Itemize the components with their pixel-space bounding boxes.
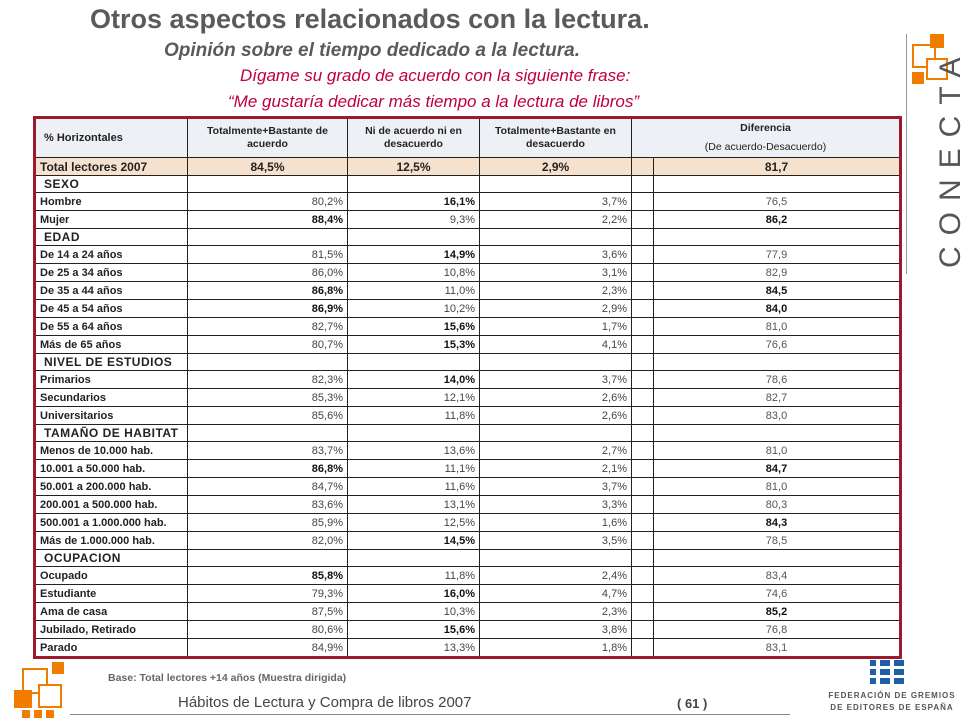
cell-diff: 81,0	[654, 318, 901, 336]
section-empty-cell	[348, 176, 480, 193]
section-title: OCUPACION	[35, 550, 188, 567]
row-label: 500.001 a 1.000.000 hab.	[35, 514, 188, 532]
footer-square-icon	[38, 684, 62, 708]
cell-neutral: 14,0%	[348, 371, 480, 389]
table-row	[35, 532, 901, 550]
section-empty-cell	[188, 176, 348, 193]
cell-diff: 84,0	[654, 300, 901, 318]
page-subtitle: Opinión sobre el tiempo dedicado a la lectura.	[164, 40, 580, 61]
cell-agree: 85,9%	[188, 514, 348, 532]
section-empty-cell	[480, 176, 632, 193]
cell-disagree: 2,9%	[480, 300, 632, 318]
cell-spacer	[632, 389, 654, 407]
cell-disagree: 4,7%	[480, 585, 632, 603]
cell-diff: 80,3	[654, 496, 901, 514]
brand-square-icon	[912, 72, 924, 84]
header-horizontal: % Horizontales	[35, 118, 188, 158]
cell-disagree: 2,3%	[480, 603, 632, 621]
cell-spacer	[632, 603, 654, 621]
cell-disagree: 3,3%	[480, 496, 632, 514]
footer-square-icon	[46, 710, 54, 718]
section-empty-cell	[632, 550, 654, 567]
table-row	[35, 371, 901, 389]
cell-disagree: 4,1%	[480, 336, 632, 354]
row-label: Estudiante	[35, 585, 188, 603]
cell-diff: 83,0	[654, 407, 901, 425]
cell-disagree: 3,7%	[480, 478, 632, 496]
section-empty-cell	[480, 425, 632, 442]
federation-logo-icon	[870, 660, 904, 688]
cell-disagree: 3,7%	[480, 193, 632, 211]
cell-agree: 86,0%	[188, 264, 348, 282]
section-empty-cell	[188, 354, 348, 371]
section-empty-cell	[632, 425, 654, 442]
cell-disagree: 3,5%	[480, 532, 632, 550]
cell-spacer	[632, 193, 654, 211]
cell-disagree: 3,6%	[480, 246, 632, 264]
section-empty-cell	[654, 176, 901, 193]
cell-neutral: 13,6%	[348, 442, 480, 460]
row-label: De 55 a 64 años	[35, 318, 188, 336]
cell-diff: 76,5	[654, 193, 901, 211]
cell-neutral: 15,3%	[348, 336, 480, 354]
cell-agree: 86,8%	[188, 282, 348, 300]
cell-spacer	[632, 514, 654, 532]
cell-diff: 81,0	[654, 478, 901, 496]
section-header-row	[35, 229, 901, 246]
cell-disagree: 2,4%	[480, 567, 632, 585]
cell-agree: 82,7%	[188, 318, 348, 336]
cell-agree: 85,6%	[188, 407, 348, 425]
cell-diff: 76,6	[654, 336, 901, 354]
cell-agree: 86,9%	[188, 300, 348, 318]
cell-spacer	[632, 567, 654, 585]
cell-disagree: 1,8%	[480, 639, 632, 658]
cell-agree: 83,7%	[188, 442, 348, 460]
table-row	[35, 567, 901, 585]
row-label: Más de 1.000.000 hab.	[35, 532, 188, 550]
row-label: 200.001 a 500.000 hab.	[35, 496, 188, 514]
cell-diff: 82,9	[654, 264, 901, 282]
section-empty-cell	[348, 354, 480, 371]
table-row	[35, 282, 901, 300]
section-empty-cell	[632, 176, 654, 193]
cell-agree: 84,9%	[188, 639, 348, 658]
cell-spacer	[632, 246, 654, 264]
total-label: Total lectores 2007	[35, 158, 188, 176]
cell-neutral: 12,1%	[348, 389, 480, 407]
section-empty-cell	[480, 229, 632, 246]
cell-disagree: 2,6%	[480, 407, 632, 425]
cell-neutral: 14,5%	[348, 532, 480, 550]
header-agree: Totalmente+Bastante de acuerdo	[188, 118, 348, 158]
report-title: Hábitos de Lectura y Compra de libros 2007	[178, 694, 472, 711]
section-header-row	[35, 176, 901, 193]
brand-divider	[906, 34, 907, 274]
footer-square-icon	[34, 710, 42, 718]
table-row	[35, 211, 901, 229]
section-empty-cell	[188, 425, 348, 442]
cell-diff: 78,5	[654, 532, 901, 550]
header-neutral: Ni de acuerdo ni en desacuerdo	[348, 118, 480, 158]
cell-neutral: 10,2%	[348, 300, 480, 318]
section-empty-cell	[480, 354, 632, 371]
results-table	[33, 116, 902, 659]
row-label: 50.001 a 200.000 hab.	[35, 478, 188, 496]
cell-neutral: 16,0%	[348, 585, 480, 603]
cell-agree: 83,6%	[188, 496, 348, 514]
cell-disagree: 3,7%	[480, 371, 632, 389]
cell-neutral: 15,6%	[348, 621, 480, 639]
cell-spacer	[632, 585, 654, 603]
row-label: Hombre	[35, 193, 188, 211]
cell-agree: 80,2%	[188, 193, 348, 211]
cell-diff: 84,7	[654, 460, 901, 478]
cell-agree: 82,3%	[188, 371, 348, 389]
table-row	[35, 336, 901, 354]
header-difference-sub: (De acuerdo-Desacuerdo)	[704, 141, 827, 153]
cell-disagree: 3,8%	[480, 621, 632, 639]
row-label: De 14 a 24 años	[35, 246, 188, 264]
cell-neutral: 10,3%	[348, 603, 480, 621]
cell-agree: 84,7%	[188, 478, 348, 496]
section-empty-cell	[188, 550, 348, 567]
cell-diff: 86,2	[654, 211, 901, 229]
total-row	[35, 158, 901, 176]
row-label: Jubilado, Retirado	[35, 621, 188, 639]
cell-spacer	[632, 211, 654, 229]
cell-agree: 81,5%	[188, 246, 348, 264]
total-diff: 81,7	[654, 158, 901, 176]
cell-neutral: 9,3%	[348, 211, 480, 229]
table-row	[35, 246, 901, 264]
cell-disagree: 2,7%	[480, 442, 632, 460]
table-row	[35, 300, 901, 318]
cell-disagree: 2,2%	[480, 211, 632, 229]
cell-agree: 79,3%	[188, 585, 348, 603]
cell-spacer	[632, 532, 654, 550]
section-empty-cell	[188, 229, 348, 246]
cell-spacer	[632, 336, 654, 354]
cell-disagree: 2,3%	[480, 282, 632, 300]
cell-agree: 82,0%	[188, 532, 348, 550]
cell-spacer	[632, 264, 654, 282]
section-empty-cell	[632, 354, 654, 371]
section-empty-cell	[654, 229, 901, 246]
cell-spacer	[632, 621, 654, 639]
footer-square-icon	[52, 662, 64, 674]
cell-neutral: 13,1%	[348, 496, 480, 514]
cell-diff: 83,4	[654, 567, 901, 585]
cell-diff: 81,0	[654, 442, 901, 460]
cell-neutral: 11,8%	[348, 567, 480, 585]
footer-square-icon	[22, 710, 30, 718]
section-title: EDAD	[35, 229, 188, 246]
section-empty-cell	[480, 550, 632, 567]
cell-diff: 82,7	[654, 389, 901, 407]
cell-agree: 87,5%	[188, 603, 348, 621]
cell-diff: 76,8	[654, 621, 901, 639]
section-empty-cell	[348, 229, 480, 246]
table-row	[35, 496, 901, 514]
cell-diff: 83,1	[654, 639, 901, 658]
cell-neutral: 11,8%	[348, 407, 480, 425]
cell-spacer	[632, 407, 654, 425]
row-label: De 25 a 34 años	[35, 264, 188, 282]
cell-agree: 86,8%	[188, 460, 348, 478]
section-header-row	[35, 354, 901, 371]
cell-neutral: 16,1%	[348, 193, 480, 211]
total-spacer	[632, 158, 654, 176]
section-empty-cell	[654, 354, 901, 371]
cell-disagree: 1,7%	[480, 318, 632, 336]
cell-spacer	[632, 442, 654, 460]
section-empty-cell	[654, 550, 901, 567]
survey-quote: “Me gustaría dedicar más tiempo a la lectura de libros”	[228, 92, 640, 111]
survey-question: Dígame su grado de acuerdo con la siguiente frase:	[240, 66, 631, 85]
cell-diff: 78,6	[654, 371, 901, 389]
table-row	[35, 407, 901, 425]
brand-logo-text: CONECTA	[934, 46, 967, 268]
table-row	[35, 478, 901, 496]
table-row	[35, 318, 901, 336]
header-disagree: Totalmente+Bastante en desacuerdo	[480, 118, 632, 158]
cell-diff: 74,6	[654, 585, 901, 603]
table-header-row	[35, 118, 901, 158]
cell-neutral: 11,1%	[348, 460, 480, 478]
cell-diff: 84,3	[654, 514, 901, 532]
row-label: Mujer	[35, 211, 188, 229]
table-row	[35, 639, 901, 658]
table-row	[35, 193, 901, 211]
cell-agree: 85,8%	[188, 567, 348, 585]
cell-neutral: 13,3%	[348, 639, 480, 658]
cell-neutral: 14,9%	[348, 246, 480, 264]
cell-spacer	[632, 639, 654, 658]
row-label: De 45 a 54 años	[35, 300, 188, 318]
cell-neutral: 15,6%	[348, 318, 480, 336]
page-number: ( 61 )	[677, 696, 708, 711]
cell-spacer	[632, 300, 654, 318]
row-label: Ocupado	[35, 567, 188, 585]
cell-neutral: 10,8%	[348, 264, 480, 282]
row-label: Menos de 10.000 hab.	[35, 442, 188, 460]
cell-spacer	[632, 460, 654, 478]
table-row	[35, 264, 901, 282]
header-difference-label: Diferencia	[740, 122, 791, 134]
table-row	[35, 389, 901, 407]
table-row	[35, 460, 901, 478]
row-label: 10.001 a 50.000 hab.	[35, 460, 188, 478]
row-label: Primarios	[35, 371, 188, 389]
row-label: De 35 a 44 años	[35, 282, 188, 300]
section-header-row	[35, 425, 901, 442]
federation-name: FEDERACIÓN DE GREMIOS DE EDITORES DE ESPAÑA	[828, 691, 956, 712]
header-difference	[632, 118, 901, 158]
cell-disagree: 3,1%	[480, 264, 632, 282]
cell-agree: 85,3%	[188, 389, 348, 407]
total-neutral: 12,5%	[348, 158, 480, 176]
cell-agree: 80,7%	[188, 336, 348, 354]
section-header-row	[35, 550, 901, 567]
section-title: NIVEL DE ESTUDIOS	[35, 354, 188, 371]
cell-spacer	[632, 478, 654, 496]
table-row	[35, 442, 901, 460]
total-disagree: 2,9%	[480, 158, 632, 176]
table-row	[35, 603, 901, 621]
cell-neutral: 12,5%	[348, 514, 480, 532]
cell-agree: 88,4%	[188, 211, 348, 229]
table-row	[35, 585, 901, 603]
cell-diff: 84,5	[654, 282, 901, 300]
cell-agree: 80,6%	[188, 621, 348, 639]
cell-spacer	[632, 496, 654, 514]
cell-neutral: 11,6%	[348, 478, 480, 496]
table-row	[35, 514, 901, 532]
section-empty-cell	[654, 425, 901, 442]
row-label: Ama de casa	[35, 603, 188, 621]
table-row	[35, 621, 901, 639]
row-label: Más de 65 años	[35, 336, 188, 354]
page-title: Otros aspectos relacionados con la lectura.	[90, 4, 650, 34]
section-empty-cell	[348, 550, 480, 567]
row-label: Universitarios	[35, 407, 188, 425]
cell-neutral: 11,0%	[348, 282, 480, 300]
cell-disagree: 2,6%	[480, 389, 632, 407]
section-empty-cell	[348, 425, 480, 442]
cell-spacer	[632, 282, 654, 300]
section-title: SEXO	[35, 176, 188, 193]
row-label: Secundarios	[35, 389, 188, 407]
cell-diff: 77,9	[654, 246, 901, 264]
row-label: Parado	[35, 639, 188, 658]
footer-divider	[70, 714, 790, 715]
cell-diff: 85,2	[654, 603, 901, 621]
footer-square-icon	[14, 690, 32, 708]
cell-spacer	[632, 318, 654, 336]
section-title: TAMAÑO DE HABITAT	[35, 425, 188, 442]
cell-spacer	[632, 371, 654, 389]
section-empty-cell	[632, 229, 654, 246]
cell-disagree: 1,6%	[480, 514, 632, 532]
total-agree: 84,5%	[188, 158, 348, 176]
cell-disagree: 2,1%	[480, 460, 632, 478]
base-note: Base: Total lectores +14 años (Muestra dirigida)	[108, 672, 347, 684]
